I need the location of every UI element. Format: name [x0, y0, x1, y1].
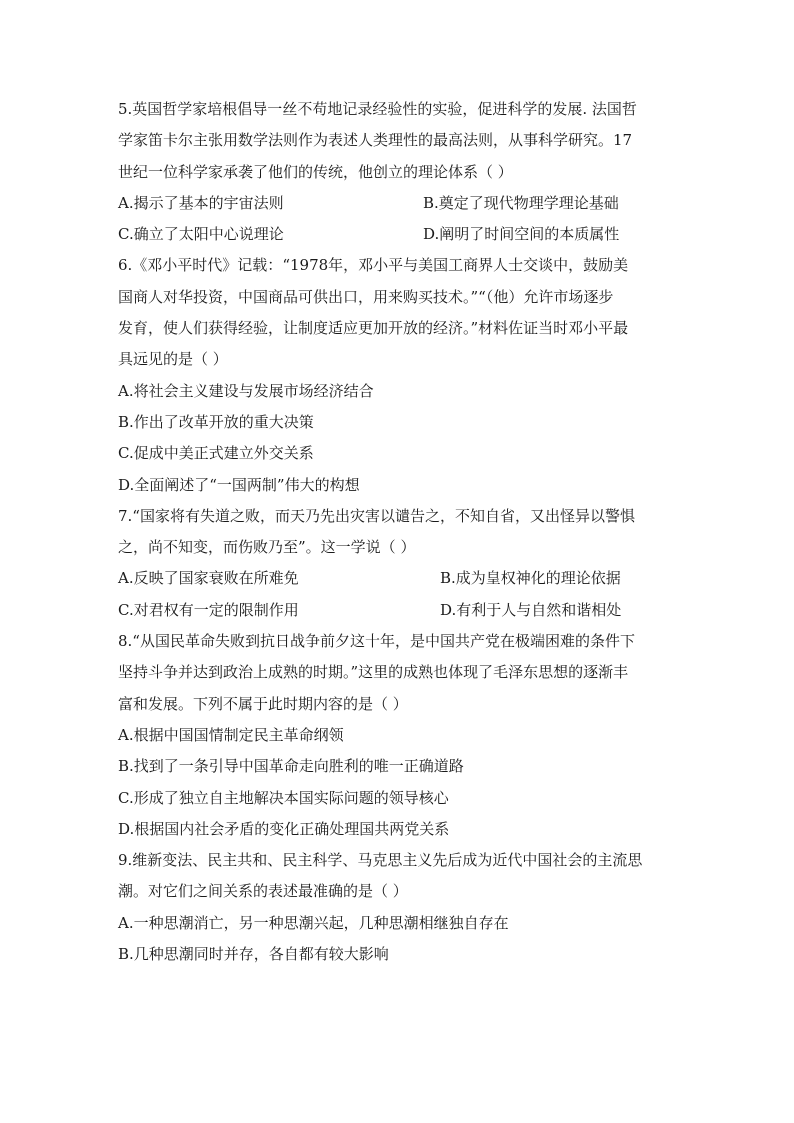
option-b: B.作出了改革开放的重大决策 — [118, 412, 314, 431]
question-stem-line: 8.“从国民革命失败到抗日战争前夕这十年，是中国共产党在极端困难的条件下 — [118, 632, 635, 651]
question-stem-line: 之，尚不知变，而伤败乃至”。这一学说（ ） — [118, 538, 416, 557]
question-stem-line: 7.“国家将有失道之败，而天乃先出灾害以谴告之，不知自省，又出怪异以警惧 — [118, 506, 635, 525]
question-stem-line: 富和发展。下列不属于此时期内容的是（ ） — [118, 694, 408, 713]
question-6 — [118, 250, 678, 500]
question-stem-line: 5.英国哲学家培根倡导一丝不苟地记录经验性的实验，促进科学的发展. 法国哲 — [118, 100, 637, 118]
option-c: C.确立了太阳中心说理论 — [118, 225, 284, 244]
option-d: D.根据国内社会矛盾的变化正确处理国共两党关系 — [118, 819, 450, 838]
option-a: A.一种思潮消亡，另一种思潮兴起，几种思潮相继独自存在 — [118, 913, 509, 932]
option-c: C.对君权有一定的限制作用 — [118, 600, 299, 619]
option-c: C.促成中美正式建立外交关系 — [118, 444, 314, 463]
option-d: D.阐明了时间空间的本质属性 — [423, 225, 620, 244]
option-a: A.反映了国家衰败在所难免 — [118, 569, 299, 588]
option-b: B.找到了一条引导中国革命走向胜利的唯一正确道路 — [118, 757, 464, 776]
question-stem-line: 世纪一位科学家承袭了他们的传统，他创立的理论体系（ ） — [118, 162, 513, 181]
options-row — [118, 563, 678, 594]
options-row — [118, 219, 678, 250]
question-stem-line: 国商人对华投资，中国商品可供出口，用来购买技术。”“（他）允许市场逐步 — [118, 287, 614, 306]
option-a: A.揭示了基本的宇宙法则 — [118, 193, 284, 212]
options-row — [118, 188, 678, 219]
question-7 — [118, 501, 678, 626]
question-stem-line: 9.维新变法、民主共和、民主科学、马克思主义先后成为近代中国社会的主流思 — [118, 851, 643, 870]
question-stem-line: 学家笛卡尔主张用数学法则作为表述人类理性的最高法则，从事科学研究。17 — [118, 131, 633, 150]
option-d: D.有利于人与自然和谐相处 — [440, 600, 622, 619]
option-d: D.全面阐述了“一国两制”伟大的构想 — [118, 475, 360, 494]
question-5 — [118, 94, 678, 250]
option-b: B.奠定了现代物理学理论基础 — [423, 193, 619, 212]
question-stem-line: 发育，使人们获得经验，让制度适应更加开放的经济。”材料佐证当时邓小平最 — [118, 319, 629, 338]
question-stem-line: 坚持斗争并达到政治上成熟的时期。”这里的成熟也体现了毛泽东思想的逐渐丰 — [118, 663, 629, 682]
question-stem-line: 具远见的是（ ） — [118, 350, 228, 369]
option-c: C.形成了独立自主地解决本国实际问题的领导核心 — [118, 788, 449, 807]
question-8 — [118, 626, 678, 845]
exam-page — [118, 94, 678, 970]
option-a: A.将社会主义建设与发展市场经济结合 — [118, 381, 374, 400]
options-row — [118, 595, 678, 626]
question-stem-line: 潮。对它们之间关系的表述最准确的是（ ） — [118, 882, 408, 901]
option-b: B.成为皇权神化的理论依据 — [440, 569, 621, 588]
option-a: A.根据中国国情制定民主革命纲领 — [118, 725, 344, 744]
question-stem-line: 6.《邓小平时代》记载：“1978年，邓小平与美国工商界人士交谈中，鼓励美 — [118, 256, 629, 275]
option-b: B.几种思潮同时并存，各自都有较大影响 — [118, 945, 389, 964]
question-9 — [118, 845, 678, 970]
